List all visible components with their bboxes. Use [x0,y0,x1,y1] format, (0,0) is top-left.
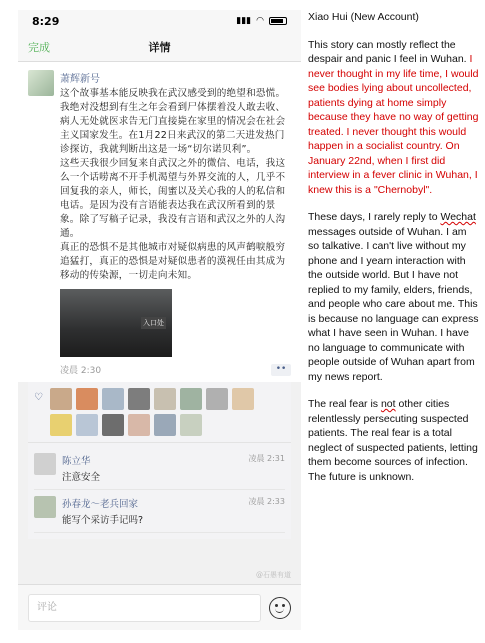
comment-row[interactable] [34,447,285,490]
comment-time: 凌晨 2:31 [248,454,285,463]
liker-avatar[interactable] [102,388,124,410]
comment-bar [18,584,301,630]
liker-avatar[interactable] [206,388,228,410]
article-paragraph-1: This story can mostly reflect the despair and panic I feel in Wuhan. I never thought in my life time, I would see bodies lying about uncollected, patients dying at home simply because they have no way of getting treated. I never thought this would happen in a socialist country. On January 22nd, when I first did interview in a fever clinic in Wuhan, I knew this is a "Chernobyl". [308,38,479,196]
post-photo[interactable] [60,289,172,357]
photo-caption: 入口处 [143,319,164,327]
spellcheck-word: Wechat [440,211,476,223]
comments-section [28,442,291,539]
moment-post [18,62,301,382]
liker-avatar[interactable] [102,414,124,436]
status-bar [18,10,301,32]
liker-avatar[interactable] [154,414,176,436]
liker-avatar[interactable] [76,388,98,410]
phone-screenshot [18,10,301,630]
emoji-icon[interactable] [269,597,291,619]
page-title: 详情 [148,40,171,54]
liker-avatars [50,388,254,436]
battery-icon [269,17,287,25]
comment-input[interactable]: 评论 [28,594,261,622]
status-icons [236,16,287,26]
comment-text: 注意安全 [62,472,101,483]
liker-avatar[interactable] [128,414,150,436]
liker-avatar[interactable] [232,388,254,410]
likes-section [28,382,291,442]
comment-row[interactable] [34,490,285,533]
liker-avatar[interactable] [50,414,72,436]
liker-avatar[interactable] [76,414,98,436]
author-avatar[interactable] [28,70,54,96]
done-button[interactable]: 完成 [28,40,50,54]
heart-icon: ♡ [34,392,43,403]
article-heading: Xiao Hui (New Account) [308,11,419,23]
more-actions-button[interactable]: •• [271,364,291,376]
comment-text: 能写个采访手记吗? [62,515,144,526]
status-time: 8:29 [32,14,60,28]
commenter-name[interactable]: 陈立华 [62,456,91,467]
comment-time: 凌晨 2:33 [248,497,285,506]
commenter-avatar[interactable] [34,496,56,518]
wifi-icon: ◠ [256,16,264,26]
translation-text [308,10,480,497]
nav-bar [18,32,301,62]
article-paragraph-3: The real fear is not other cities relentlessly persecuting suspected patients. The real fear is a total neglect of suspected patients, letting them become sources of infection. The future is unknown. [308,398,478,483]
liker-avatar[interactable] [50,388,72,410]
spellcheck-word: not [380,398,396,410]
post-time: 凌晨 2:30 [60,366,102,376]
post-text: 这个故事基本能反映我在武汉感受到的绝望和恐慌。我绝对没想到有生之年会看到尸体摆着没人敢去收、病人无处就医求告无门直接毙在家里的情况会在社会主义国家发生。在1月22日来武汉的第二天进发热门诊探访，我就判断出这是一场“切尔诺贝利”。 这些天我很少回复来自武汉之外的微信、电话，我这么一个话唠离不开手机渴望与外界交流的人，几乎不回复我的亲人，师长，闺蜜以及关心我的人的私信和电话。是因为没有言语能表达我在武汉所看到的景象。除了写稿子记录，我没有言语和武汉之外的人沟通。 真正的恐惧不是其他城市对疑似病患的风声鹤唳般穷追猛打，真正的恐惧是对疑似患者的漠视任由其成为移动的传染源，一切走向未知。 [60,88,286,281]
author-name[interactable]: 萧辉新号 [60,74,100,85]
highlighted-text: I never thought in my life time, I would see bodies lying about uncollected, patients dying at home simply because they have no way of getting treated. I never thought this would happen in a socialist country. On January 22nd, when I first did interview in a fever clinic in Wuhan, I knew this is a "Chernobyl". [308,53,479,196]
liker-avatar[interactable] [128,388,150,410]
signal-icon: ▮▮▮ [236,16,252,26]
liker-avatar[interactable] [180,414,202,436]
commenter-name[interactable]: 孙春龙～老兵回家 [62,499,139,510]
watermark: @石愚有道 [256,571,291,579]
liker-avatar[interactable] [154,388,176,410]
liker-avatar[interactable] [180,388,202,410]
article-paragraph-2: These days, I rarely reply to Wechat messages outside of Wuhan. I am so talkative. I can't live without my phone and I yearn interaction with the outside world. But I have not replied to my family, elders, friends, and people who care about me. This is because no language can express what I have seen in Wuhan. I have no language to communicate with people outside of Wuhan apart from my news report. [308,211,479,383]
commenter-avatar[interactable] [34,453,56,475]
